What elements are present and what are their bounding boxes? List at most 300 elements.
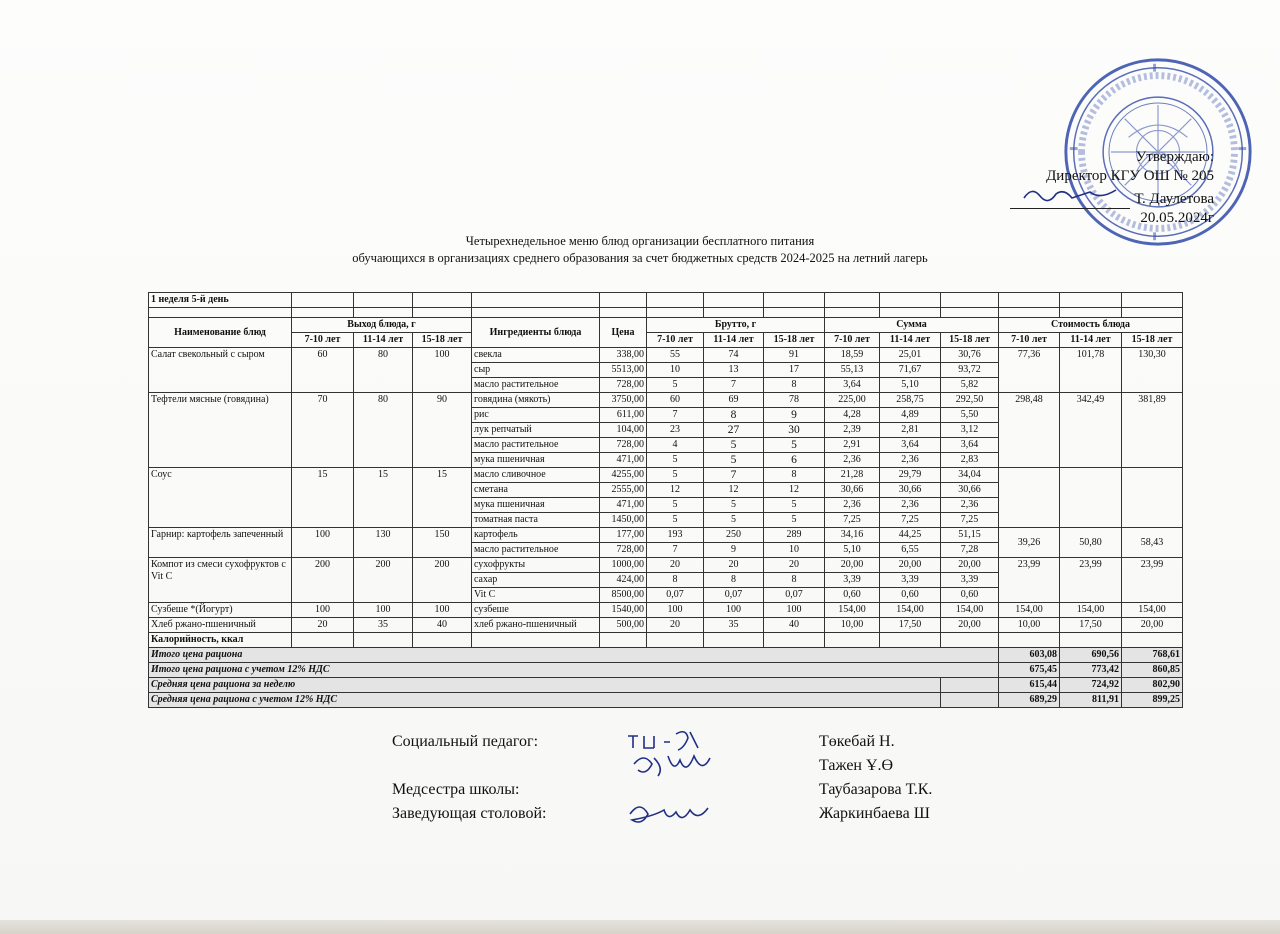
ingredient-name: хлеб ржано-пшеничный (472, 618, 600, 633)
ingredient-brutto: 20 (764, 558, 825, 573)
ingredient-brutto: 5 (647, 498, 704, 513)
ingredient-sum: 2,36 (825, 498, 880, 513)
dish-output: 20 (292, 618, 354, 633)
ingredient-brutto: 9 (704, 543, 764, 558)
empty-cell (149, 308, 292, 318)
ingredient-brutto: 23 (647, 423, 704, 438)
total-label: Итого цена рациона (149, 648, 999, 663)
ingredient-brutto: 250 (704, 528, 764, 543)
ingredient-name: масло сливочное (472, 468, 600, 483)
ingredient-sum: 2,91 (825, 438, 880, 453)
ingredient-sum: 154,00 (880, 603, 941, 618)
dish-cost: 50,80 (1060, 528, 1122, 558)
empty-cell (1060, 293, 1122, 308)
dish-output: 100 (354, 603, 413, 618)
document-title (0, 233, 1280, 267)
empty-cell (999, 293, 1060, 308)
ingredient-price: 471,00 (600, 498, 647, 513)
dish-name: Хлеб ржано-пшеничный (149, 618, 292, 633)
approval-date: 20.05.2024г (1140, 210, 1214, 226)
ingredient-brutto: 7 (704, 468, 764, 483)
ingredient-price: 104,00 (600, 423, 647, 438)
dish-name: Салат свекольный с сыром (149, 348, 292, 393)
signature-role: Заведующая столовой: (392, 805, 547, 822)
empty-cell (472, 633, 600, 648)
ingredient-brutto: 8 (704, 408, 764, 423)
header-age-group: 7-10 лет (647, 333, 704, 348)
ingredient-price: 1540,00 (600, 603, 647, 618)
ingredient-sum: 21,28 (825, 468, 880, 483)
ingredient-brutto: 20 (647, 558, 704, 573)
empty-cell (999, 308, 1060, 318)
signature-row (392, 754, 1012, 778)
header-age-group: 7-10 лет (825, 333, 880, 348)
ingredient-brutto: 8 (764, 468, 825, 483)
ingredient-brutto: 20 (647, 618, 704, 633)
menu-table (148, 292, 1183, 708)
ingredient-brutto: 8 (647, 573, 704, 588)
dish-output: 15 (413, 468, 472, 528)
page-bottom-edge (0, 920, 1280, 934)
dish-cost: 342,49 (1060, 393, 1122, 468)
dish-output: 200 (354, 558, 413, 603)
dish-cost (1122, 468, 1183, 528)
signature-name: Тажен Ұ.Ө (819, 757, 894, 774)
empty-cell (825, 308, 880, 318)
calories-row (149, 633, 1183, 648)
ingredient-brutto: 100 (647, 603, 704, 618)
dish-output: 35 (354, 618, 413, 633)
header-age-group: 7-10 лет (292, 333, 354, 348)
ingredient-price: 1000,00 (600, 558, 647, 573)
ingredient-brutto: 12 (704, 483, 764, 498)
calories-label: Калорийность, ккал (149, 633, 292, 648)
total-row (149, 678, 1183, 693)
ingredient-sum: 2,36 (941, 498, 999, 513)
ingredient-sum: 20,00 (880, 558, 941, 573)
dish-cost: 23,99 (1122, 558, 1183, 603)
ingredient-brutto: 5 (764, 513, 825, 528)
ingredient-brutto: 7 (647, 543, 704, 558)
ingredient-brutto: 0,07 (764, 588, 825, 603)
dish-output: 100 (292, 528, 354, 558)
dish-cost: 298,48 (999, 393, 1060, 468)
table-row (149, 468, 1183, 483)
dish-cost: 10,00 (999, 618, 1060, 633)
dish-output: 80 (354, 348, 413, 393)
empty-cell (413, 293, 472, 308)
ingredient-sum: 4,89 (880, 408, 941, 423)
total-value: 860,85 (1122, 663, 1183, 678)
ingredient-price: 4255,00 (600, 468, 647, 483)
ingredient-brutto: 4 (647, 438, 704, 453)
ingredient-sum: 154,00 (825, 603, 880, 618)
dish-name: Тефтели мясные (говядина) (149, 393, 292, 468)
dish-output: 130 (354, 528, 413, 558)
ingredient-brutto: 6 (764, 453, 825, 468)
ingredient-sum: 20,00 (941, 618, 999, 633)
empty-cell (941, 678, 999, 693)
ingredient-brutto: 7 (704, 378, 764, 393)
ingredient-sum: 3,39 (941, 573, 999, 588)
dish-output: 80 (354, 393, 413, 468)
ingredient-name: мука пшеничная (472, 453, 600, 468)
empty-cell (647, 633, 704, 648)
ingredient-sum: 25,01 (880, 348, 941, 363)
ingredient-price: 728,00 (600, 378, 647, 393)
empty-cell (880, 293, 941, 308)
ingredient-sum: 44,25 (880, 528, 941, 543)
ingredient-sum: 55,13 (825, 363, 880, 378)
ingredient-sum: 0,60 (941, 588, 999, 603)
total-value: 811,91 (1060, 693, 1122, 708)
ingredient-sum: 154,00 (941, 603, 999, 618)
ingredient-brutto: 27 (704, 423, 764, 438)
total-value: 724,92 (1060, 678, 1122, 693)
header-age-group: 15-18 лет (764, 333, 825, 348)
ingredient-brutto: 5 (764, 498, 825, 513)
empty-cell (880, 308, 941, 318)
empty-cell (354, 633, 413, 648)
ingredient-sum: 20,00 (941, 558, 999, 573)
empty-cell (1122, 633, 1183, 648)
dish-output: 90 (413, 393, 472, 468)
ingredient-brutto: 5 (647, 468, 704, 483)
ingredient-name: масло растительное (472, 438, 600, 453)
ingredient-brutto: 5 (704, 498, 764, 513)
ingredient-brutto: 5 (764, 438, 825, 453)
ingredient-sum: 4,28 (825, 408, 880, 423)
total-value: 675,45 (999, 663, 1060, 678)
dish-cost: 154,00 (1060, 603, 1122, 618)
ingredient-sum: 0,60 (880, 588, 941, 603)
empty-cell (472, 293, 600, 308)
ingredient-sum: 20,00 (825, 558, 880, 573)
dish-name: Компот из смеси сухофруктов с Vit C (149, 558, 292, 603)
empty-cell (764, 308, 825, 318)
approval-director-name: Т. Даулетова (1134, 191, 1214, 207)
dish-output: 200 (292, 558, 354, 603)
empty-cell (647, 308, 704, 318)
ingredient-name: масло растительное (472, 543, 600, 558)
approval-signature-line (984, 186, 1214, 209)
ingredient-brutto: 100 (704, 603, 764, 618)
dish-output: 40 (413, 618, 472, 633)
ingredient-sum: 2,81 (880, 423, 941, 438)
ingredient-sum: 0,60 (825, 588, 880, 603)
dish-cost: 77,36 (999, 348, 1060, 393)
ingredient-sum: 30,66 (880, 483, 941, 498)
header-age-group: 11-14 лет (880, 333, 941, 348)
total-label: Средняя цена рациона с учетом 12% НДС (149, 693, 941, 708)
ingredient-brutto: 8 (764, 378, 825, 393)
dish-cost: 381,89 (1122, 393, 1183, 468)
ingredient-price: 728,00 (600, 543, 647, 558)
dish-name: Соус (149, 468, 292, 528)
ingredient-sum: 7,25 (941, 513, 999, 528)
signature-row (392, 802, 1012, 826)
table-row (149, 618, 1183, 633)
ingredient-brutto: 5 (647, 513, 704, 528)
spacer-row (149, 308, 1183, 318)
ingredient-price: 177,00 (600, 528, 647, 543)
table-row (149, 348, 1183, 363)
ingredient-name: мука пшеничная (472, 498, 600, 513)
total-value: 773,42 (1060, 663, 1122, 678)
ingredient-brutto: 12 (764, 483, 825, 498)
total-value: 899,25 (1122, 693, 1183, 708)
dish-output: 70 (292, 393, 354, 468)
ingredient-brutto: 55 (647, 348, 704, 363)
dish-cost: 58,43 (1122, 528, 1183, 558)
ingredient-sum: 10,00 (825, 618, 880, 633)
ingredient-price: 728,00 (600, 438, 647, 453)
dish-cost: 39,26 (999, 528, 1060, 558)
total-value: 689,29 (999, 693, 1060, 708)
empty-cell (941, 633, 999, 648)
header-age-group: 7-10 лет (999, 333, 1060, 348)
dish-output: 15 (354, 468, 413, 528)
total-row (149, 663, 1183, 678)
ingredient-price: 1450,00 (600, 513, 647, 528)
header-row (149, 318, 1183, 333)
empty-cell (880, 633, 941, 648)
dish-name: Сузбеше *(Йогурт) (149, 603, 292, 618)
ingredient-sum: 3,64 (880, 438, 941, 453)
ingredient-sum: 225,00 (825, 393, 880, 408)
empty-cell (999, 633, 1060, 648)
total-label: Итого цена рациона с учетом 12% НДС (149, 663, 999, 678)
empty-cell (413, 308, 472, 318)
header-age-group: 15-18 лет (941, 333, 999, 348)
signature-name: Төкебай Н. (819, 733, 895, 750)
day-label-row (149, 293, 1183, 308)
ingredient-sum: 2,36 (880, 453, 941, 468)
ingredient-sum: 5,50 (941, 408, 999, 423)
ingredient-price: 611,00 (600, 408, 647, 423)
ingredient-brutto: 40 (764, 618, 825, 633)
empty-cell (704, 308, 764, 318)
title-line-2: обучающихся в организациях среднего образования за счет бюджетных средств 2024-2025 на летний лагерь (352, 251, 928, 265)
ingredient-name: сметана (472, 483, 600, 498)
dish-output: 200 (413, 558, 472, 603)
age-header-row (149, 333, 1183, 348)
ingredient-brutto: 5 (647, 378, 704, 393)
ingredient-name: сухофрукты (472, 558, 600, 573)
director-signature-scribble-icon (1020, 186, 1130, 202)
ingredient-name: сыр (472, 363, 600, 378)
header-output: Выход блюда, г (292, 318, 472, 333)
ingredient-brutto: 20 (704, 558, 764, 573)
total-row (149, 693, 1183, 708)
empty-cell (292, 293, 354, 308)
ingredient-price: 3750,00 (600, 393, 647, 408)
approval-block (984, 148, 1214, 228)
ingredient-sum: 17,50 (880, 618, 941, 633)
ingredient-sum: 93,72 (941, 363, 999, 378)
ingredient-sum: 3,39 (880, 573, 941, 588)
dish-cost: 17,50 (1060, 618, 1122, 633)
ingredient-sum: 3,12 (941, 423, 999, 438)
ingredient-brutto: 289 (764, 528, 825, 543)
empty-cell (292, 308, 354, 318)
empty-cell (704, 293, 764, 308)
ingredient-price: 338,00 (600, 348, 647, 363)
empty-cell (413, 633, 472, 648)
signature-name: Таубазарова Т.К. (819, 781, 933, 798)
ingredient-sum: 30,66 (941, 483, 999, 498)
ingredient-sum: 6,55 (880, 543, 941, 558)
table-row (149, 558, 1183, 573)
dish-cost: 101,78 (1060, 348, 1122, 393)
ingredient-brutto: 5 (647, 453, 704, 468)
ingredient-sum: 5,10 (825, 543, 880, 558)
dish-cost: 154,00 (1122, 603, 1183, 618)
ingredient-sum: 2,39 (825, 423, 880, 438)
empty-cell (1060, 633, 1122, 648)
dish-name: Гарнир: картофель запеченный (149, 528, 292, 558)
empty-cell (292, 633, 354, 648)
ingredient-sum: 2,36 (880, 498, 941, 513)
ingredient-brutto: 69 (704, 393, 764, 408)
director-signature (1010, 186, 1130, 209)
header-ingredients: Ингредиенты блюда (472, 318, 600, 348)
ingredient-brutto: 78 (764, 393, 825, 408)
ingredient-brutto: 13 (704, 363, 764, 378)
table-row (149, 528, 1183, 543)
total-value: 768,61 (1122, 648, 1183, 663)
empty-cell (704, 633, 764, 648)
header-brutto: Брутто, г (647, 318, 825, 333)
ingredient-sum: 5,82 (941, 378, 999, 393)
ingredient-brutto: 17 (764, 363, 825, 378)
ingredient-price: 5513,00 (600, 363, 647, 378)
menu-table-body (149, 293, 1183, 708)
signatures-block (392, 730, 1012, 826)
ingredient-sum: 30,76 (941, 348, 999, 363)
ingredient-sum: 51,15 (941, 528, 999, 543)
ingredient-sum: 34,16 (825, 528, 880, 543)
handwritten-signature-icon (624, 798, 720, 836)
dish-output: 60 (292, 348, 354, 393)
ingredient-brutto: 0,07 (647, 588, 704, 603)
ingredient-brutto: 8 (764, 573, 825, 588)
empty-cell (354, 293, 413, 308)
ingredient-name: сузбеше (472, 603, 600, 618)
total-label: Средняя цена рациона за неделю (149, 678, 941, 693)
ingredient-sum: 3,39 (825, 573, 880, 588)
signature-name: Жаркинбаева Ш (819, 805, 930, 822)
ingredient-name: рис (472, 408, 600, 423)
ingredient-brutto: 8 (704, 573, 764, 588)
header-dish: Наименование блюд (149, 318, 292, 348)
ingredient-sum: 7,28 (941, 543, 999, 558)
total-row (149, 648, 1183, 663)
ingredient-name: томатная паста (472, 513, 600, 528)
ingredient-name: свекла (472, 348, 600, 363)
approval-heading: Утверждаю: (1135, 149, 1214, 165)
header-age-group: 11-14 лет (354, 333, 413, 348)
ingredient-sum: 7,25 (880, 513, 941, 528)
dish-cost: 130,30 (1122, 348, 1183, 393)
ingredient-price: 471,00 (600, 453, 647, 468)
ingredient-brutto: 0,07 (704, 588, 764, 603)
empty-cell (354, 308, 413, 318)
ingredient-sum: 5,10 (880, 378, 941, 393)
header-sum: Сумма (825, 318, 999, 333)
ingredient-brutto: 35 (704, 618, 764, 633)
ingredient-brutto: 10 (764, 543, 825, 558)
ingredient-sum: 34,04 (941, 468, 999, 483)
header-price: Цена (600, 318, 647, 348)
dish-output: 100 (413, 348, 472, 393)
empty-cell (472, 308, 600, 318)
ingredient-brutto: 9 (764, 408, 825, 423)
total-value: 603,08 (999, 648, 1060, 663)
ingredient-sum: 71,67 (880, 363, 941, 378)
ingredient-price: 2555,00 (600, 483, 647, 498)
ingredient-brutto: 193 (647, 528, 704, 543)
empty-cell (647, 293, 704, 308)
ingredient-name: Vit C (472, 588, 600, 603)
ingredient-brutto: 5 (704, 438, 764, 453)
ingredient-brutto: 7 (647, 408, 704, 423)
ingredient-brutto: 5 (704, 513, 764, 528)
empty-cell (600, 308, 647, 318)
signature-role: Медсестра школы: (392, 781, 520, 798)
ingredient-sum: 30,66 (825, 483, 880, 498)
day-label: 1 неделя 5-й день (149, 293, 292, 308)
ingredient-sum: 2,36 (825, 453, 880, 468)
ingredient-price: 500,00 (600, 618, 647, 633)
approval-director: Директор КГУ ОШ № 205 (1046, 168, 1214, 184)
ingredient-sum: 2,83 (941, 453, 999, 468)
total-value: 802,90 (1122, 678, 1183, 693)
empty-cell (941, 308, 999, 318)
dish-cost (999, 468, 1060, 528)
empty-cell (600, 293, 647, 308)
ingredient-price: 424,00 (600, 573, 647, 588)
empty-cell (1122, 308, 1183, 318)
ingredient-name: сахар (472, 573, 600, 588)
ingredient-brutto: 5 (704, 453, 764, 468)
empty-cell (1122, 293, 1183, 308)
total-value: 615,44 (999, 678, 1060, 693)
header-cost: Стоимость блюда (999, 318, 1183, 333)
ingredient-sum: 3,64 (825, 378, 880, 393)
ingredient-brutto: 60 (647, 393, 704, 408)
empty-cell (764, 633, 825, 648)
ingredient-brutto: 12 (647, 483, 704, 498)
header-age-group: 11-14 лет (704, 333, 764, 348)
ingredient-name: масло растительное (472, 378, 600, 393)
signature-role: Социальный педагог: (392, 733, 539, 750)
empty-cell (941, 693, 999, 708)
table-row (149, 393, 1183, 408)
dish-cost (1060, 468, 1122, 528)
dish-output: 15 (292, 468, 354, 528)
ingredient-brutto: 100 (764, 603, 825, 618)
dish-cost: 23,99 (999, 558, 1060, 603)
total-value: 690,56 (1060, 648, 1122, 663)
dish-output: 150 (413, 528, 472, 558)
empty-cell (825, 633, 880, 648)
table-row (149, 603, 1183, 618)
ingredient-name: картофель (472, 528, 600, 543)
ingredient-sum: 258,75 (880, 393, 941, 408)
ingredient-sum: 3,64 (941, 438, 999, 453)
header-age-group: 15-18 лет (1122, 333, 1183, 348)
